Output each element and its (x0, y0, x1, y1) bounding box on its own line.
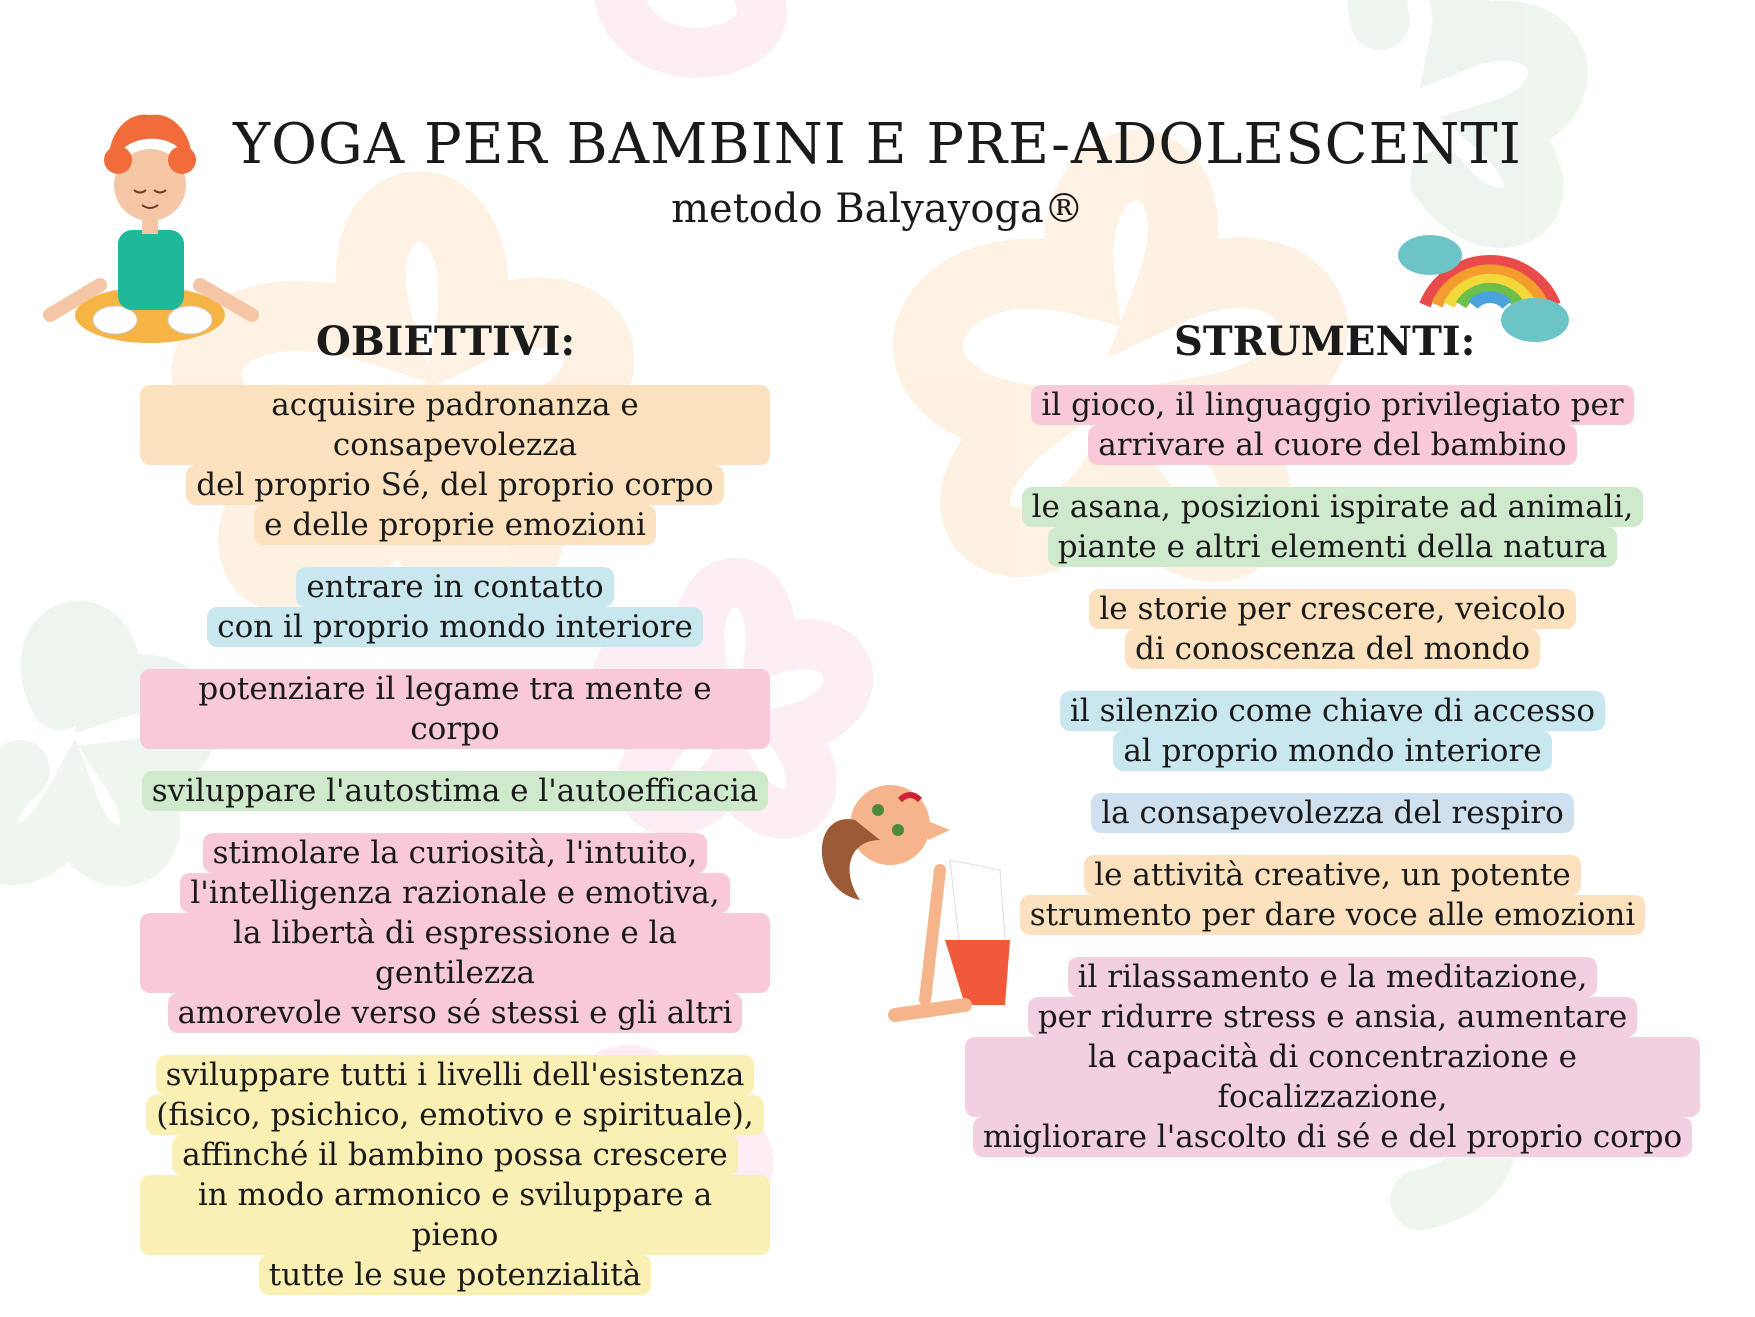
objectives-list (140, 385, 770, 1317)
tool-item (1031, 385, 1633, 465)
objective-item (140, 1055, 770, 1295)
objective-line: acquisire padronanza e consapevolezza (140, 385, 770, 465)
tool-line: piante e altri elementi della natura (1048, 527, 1618, 567)
objective-item (140, 385, 770, 545)
tool-line: le attività creative, un potente (1084, 855, 1580, 895)
objective-line: (fisico, psichico, emotivo e spirituale), (146, 1095, 764, 1135)
tool-line: la capacità di concentrazione e focalizzazione, (965, 1037, 1700, 1117)
tool-item (1022, 487, 1644, 567)
objective-line: sviluppare tutti i livelli dell'esistenza (156, 1055, 755, 1095)
objective-line: affinché il bambino possa crescere (172, 1135, 738, 1175)
page-subtitle: metodo Balyayoga® (671, 186, 1084, 232)
tool-line: il silenzio come chiave di accesso (1060, 691, 1605, 731)
header (0, 112, 1755, 234)
objective-item (207, 567, 703, 647)
objective-line: del proprio Sé, del proprio corpo (186, 465, 723, 505)
tool-item (1060, 691, 1605, 771)
page-title: YOGA PER BAMBINI E PRE-ADOLESCENTI (233, 112, 1522, 177)
objectives-heading: OBIETTIVI: (316, 318, 576, 365)
tool-line: le asana, posizioni ispirate ad animali, (1022, 487, 1644, 527)
tool-line: migliorare l'ascolto di sé e del proprio corpo (973, 1117, 1692, 1157)
objective-item (142, 771, 769, 811)
objective-line: tutte le sue potenzialità (259, 1255, 652, 1295)
objective-item (140, 833, 770, 1033)
objective-line: con il proprio mondo interiore (207, 607, 703, 647)
tool-line: strumento per dare voce alle emozioni (1020, 895, 1645, 935)
objective-line: amorevole verso sé stessi e gli altri (168, 993, 743, 1033)
tool-item (1020, 855, 1645, 935)
tool-line: di conoscenza del mondo (1125, 629, 1540, 669)
tool-line: il rilassamento e la meditazione, (1068, 957, 1598, 997)
tool-item (1091, 793, 1574, 833)
tool-item (965, 957, 1700, 1157)
objective-line: entrare in contatto (296, 567, 613, 607)
objective-line: sviluppare l'autostima e l'autoefficacia (142, 771, 769, 811)
objective-line: stimolare la curiosità, l'intuito, (203, 833, 708, 873)
objective-line: e delle proprie emozioni (254, 505, 656, 545)
tool-line: al proprio mondo interiore (1113, 731, 1551, 771)
tool-line: arrivare al cuore del bambino (1088, 425, 1576, 465)
tool-item (1089, 589, 1575, 669)
tools-heading: STRUMENTI: (1174, 318, 1476, 365)
tool-line: il gioco, il linguaggio privilegiato per (1031, 385, 1633, 425)
objective-line: la libertà di espressione e la gentilezza (140, 913, 770, 993)
objective-item (140, 669, 770, 749)
tool-line: per ridurre stress e ansia, aumentare (1028, 997, 1637, 1037)
objective-line: potenziare il legame tra mente e corpo (140, 669, 770, 749)
objective-line: in modo armonico e sviluppare a pieno (140, 1175, 770, 1255)
tool-line: le storie per crescere, veicolo (1089, 589, 1575, 629)
tool-line: la consapevolezza del respiro (1091, 793, 1574, 833)
objective-line: l'intelligenza razionale e emotiva, (180, 873, 729, 913)
tools-list (965, 385, 1700, 1179)
